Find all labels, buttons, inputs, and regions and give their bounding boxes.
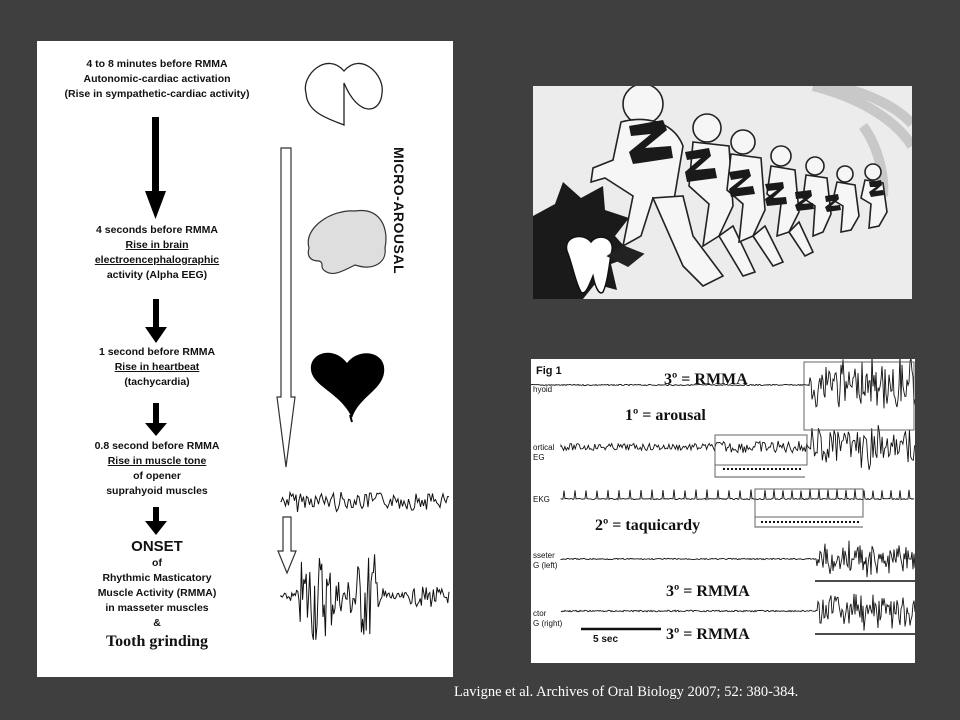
stage-3-timing: 1 second before RMMA [98, 346, 216, 358]
hollow-timeline-arrow [277, 148, 296, 573]
channel-eeg-label: EG [533, 453, 545, 462]
stage-4-text [37, 439, 277, 499]
stage-4-timing: 0.8 second before RMMA [94, 440, 220, 452]
citation-text: Lavigne et al. Archives of Oral Biology 2007; 52: 380-384. [454, 684, 799, 700]
stage-2-detail: activity (Alpha EEG) [106, 269, 208, 281]
stage-5-line4: Muscle Activity (RMMA) [97, 587, 217, 599]
stage-5-of: of [152, 557, 162, 569]
onset-bars [815, 581, 915, 634]
stage-5-line3: Rhythmic Masticatory [102, 572, 212, 584]
cartoon-graphics [533, 86, 912, 299]
stage-3-event: Rise in heartbeat [114, 361, 200, 373]
stage-4-detail-cont: suprahyoid muscles [106, 485, 208, 497]
stage-5-ampersand: & [153, 617, 161, 629]
emg-recording-figure [531, 359, 915, 663]
stage-1-timing: 4 to 8 minutes before RMMA [86, 58, 228, 70]
recording-traces [531, 359, 915, 663]
channel-hyoid-label: hyoid [533, 385, 553, 394]
stage-1-text [37, 57, 277, 102]
channel-masseter-side-label: G (left) [533, 561, 558, 570]
tooth-grinding-label: Tooth grinding [105, 633, 209, 650]
brain-icon [308, 211, 386, 274]
stage-5-text [37, 537, 277, 653]
heart-filled-icon [311, 353, 384, 418]
stage-2-text [37, 223, 277, 283]
channel-cortical-label: ortical [533, 443, 555, 452]
arousal-label: 1º = arousal [625, 407, 706, 424]
channel-ekg-label: EKG [533, 495, 550, 504]
stage-1-event: Autonomic-cardiac activation [83, 73, 231, 85]
cartoon-illustration [533, 86, 912, 299]
micro-arousal-label: MICRO-AROUSAL [391, 147, 407, 275]
onset-heading: ONSET [131, 538, 183, 555]
rmma-label-top: 3º = RMMA [664, 371, 748, 388]
stage-1-detail: (Rise in sympathetic-cardiac activity) [64, 88, 250, 100]
heart-outline-icon [305, 63, 382, 125]
channel-tractor-label: ctor [533, 609, 547, 618]
rmma-label-bottom: 3º = RMMA [666, 626, 750, 643]
stage-2-event-cont: electroencephalographic [94, 254, 220, 266]
scale-label: 5 sec [593, 634, 619, 645]
rmma-label-mid: 3º = RMMA [666, 583, 750, 600]
stage-2-timing: 4 seconds before RMMA [96, 224, 218, 236]
stage-4-event: Rise in muscle tone [107, 455, 207, 467]
stage-4-detail: of opener [133, 470, 181, 482]
stage-5-line5: in masseter muscles [105, 602, 209, 614]
stage-3-detail: (tachycardia) [124, 376, 190, 388]
channel-tractor-side-label: G (right) [533, 619, 563, 628]
channel-masseter-label: sseter [533, 551, 555, 560]
stage-3-text [37, 345, 277, 390]
emg-traces [281, 492, 449, 640]
taquicardy-label: 2º = taquicardy [595, 517, 701, 534]
stage-2-event: Rise in brain [125, 239, 189, 251]
mechanism-diagram-panel [37, 41, 453, 677]
figure-title: Fig 1 [536, 365, 562, 377]
